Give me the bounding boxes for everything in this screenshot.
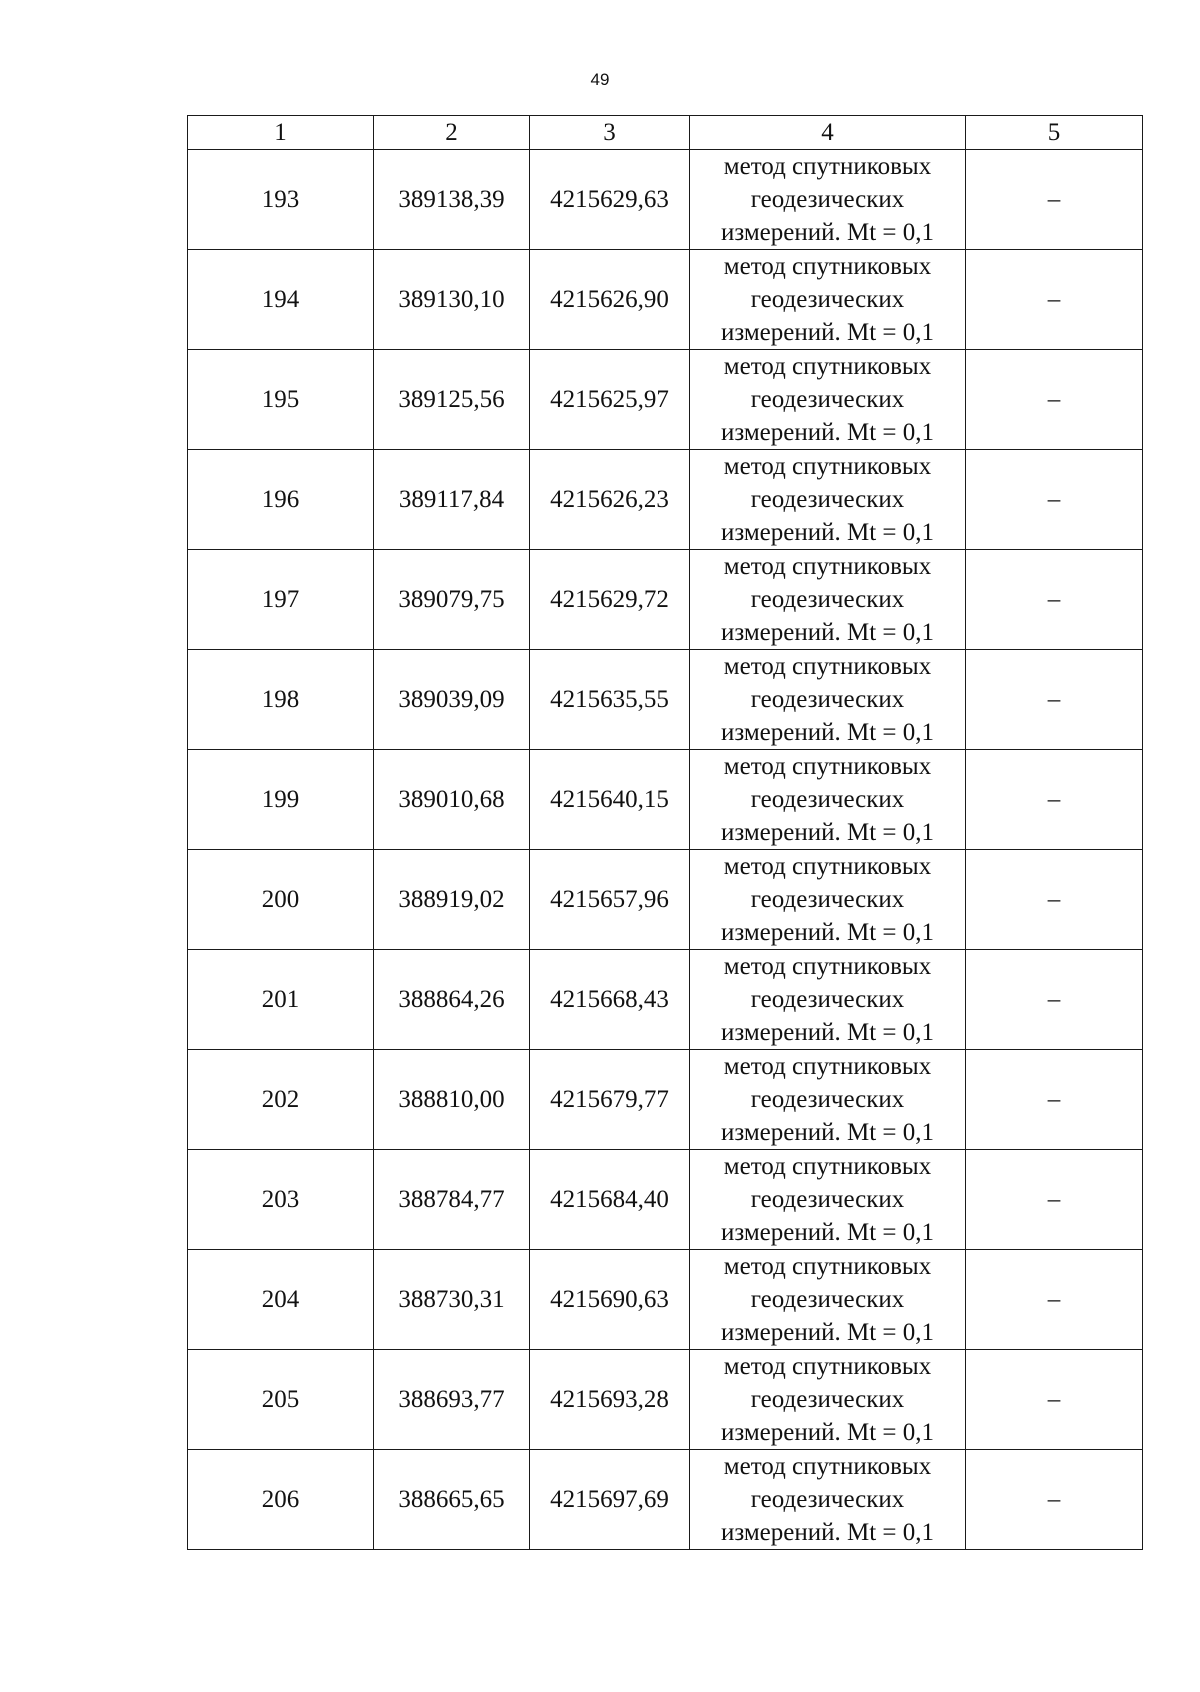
method-line: метод спутниковых xyxy=(723,753,932,780)
method-line: метод спутниковых xyxy=(723,1053,932,1080)
x-coordinate-cell: 389010,68 xyxy=(374,750,530,850)
note-cell: – xyxy=(966,1250,1143,1350)
note-cell: – xyxy=(966,150,1143,250)
note-cell: – xyxy=(966,850,1143,950)
method-line: геодезических xyxy=(750,486,905,513)
point-number-cell: 202 xyxy=(188,1050,374,1150)
y-coordinate-cell: 4215693,28 xyxy=(530,1350,690,1450)
table-row xyxy=(188,250,1143,350)
header-row xyxy=(188,116,1143,150)
table-row xyxy=(188,350,1143,450)
table-row xyxy=(188,1450,1143,1550)
method-line: метод спутниковых xyxy=(723,353,932,380)
method-line: геодезических xyxy=(750,886,905,913)
method-line: метод спутниковых xyxy=(723,953,932,980)
point-number-cell: 194 xyxy=(188,250,374,350)
note-cell: – xyxy=(966,650,1143,750)
method-line: метод спутниковых xyxy=(723,153,932,180)
method-line: измерений. Mt = 0,1 xyxy=(720,1019,935,1046)
method-line: измерений. Mt = 0,1 xyxy=(720,1319,935,1346)
x-coordinate-cell: 388693,77 xyxy=(374,1350,530,1450)
table-body xyxy=(188,150,1143,1550)
note-cell: – xyxy=(966,250,1143,350)
table-row xyxy=(188,450,1143,550)
method-line: измерений. Mt = 0,1 xyxy=(720,1519,935,1546)
method-line: измерений. Mt = 0,1 xyxy=(720,219,935,246)
y-coordinate-cell: 4215679,77 xyxy=(530,1050,690,1150)
table-row xyxy=(188,1150,1143,1250)
method-cell xyxy=(690,450,966,550)
method-cell xyxy=(690,1350,966,1450)
note-cell: – xyxy=(966,350,1143,450)
x-coordinate-cell: 389125,56 xyxy=(374,350,530,450)
method-line: геодезических xyxy=(750,786,905,813)
x-coordinate-cell: 389039,09 xyxy=(374,650,530,750)
point-number-cell: 196 xyxy=(188,450,374,550)
point-number-cell: 206 xyxy=(188,1450,374,1550)
point-number-cell: 195 xyxy=(188,350,374,450)
point-number-cell: 200 xyxy=(188,850,374,950)
method-line: измерений. Mt = 0,1 xyxy=(720,1219,935,1246)
x-coordinate-cell: 388784,77 xyxy=(374,1150,530,1250)
header-cell-1: 1 xyxy=(188,116,374,150)
method-line: геодезических xyxy=(750,986,905,1013)
table-row xyxy=(188,1050,1143,1150)
note-cell: – xyxy=(966,1150,1143,1250)
method-cell xyxy=(690,1450,966,1550)
y-coordinate-cell: 4215626,90 xyxy=(530,250,690,350)
y-coordinate-cell: 4215657,96 xyxy=(530,850,690,950)
table-row xyxy=(188,550,1143,650)
method-line: измерений. Mt = 0,1 xyxy=(720,719,935,746)
note-cell: – xyxy=(966,750,1143,850)
table-row xyxy=(188,1350,1143,1450)
point-number-cell: 201 xyxy=(188,950,374,1050)
method-cell xyxy=(690,250,966,350)
y-coordinate-cell: 4215626,23 xyxy=(530,450,690,550)
header-cell-4: 4 xyxy=(690,116,966,150)
point-number-cell: 205 xyxy=(188,1350,374,1450)
x-coordinate-cell: 389079,75 xyxy=(374,550,530,650)
method-line: геодезических xyxy=(750,586,905,613)
table-row xyxy=(188,950,1143,1050)
method-line: геодезических xyxy=(750,186,905,213)
header-cell-5: 5 xyxy=(966,116,1143,150)
method-line: геодезических xyxy=(750,1186,905,1213)
x-coordinate-cell: 388810,00 xyxy=(374,1050,530,1150)
point-number-cell: 203 xyxy=(188,1150,374,1250)
y-coordinate-cell: 4215629,63 xyxy=(530,150,690,250)
method-line: измерений. Mt = 0,1 xyxy=(720,1419,935,1446)
method-cell xyxy=(690,350,966,450)
method-cell xyxy=(690,1150,966,1250)
note-cell: – xyxy=(966,1450,1143,1550)
coordinates-table xyxy=(187,115,1143,1550)
method-line: геодезических xyxy=(750,386,905,413)
header-cell-3: 3 xyxy=(530,116,690,150)
y-coordinate-cell: 4215697,69 xyxy=(530,1450,690,1550)
method-line: метод спутниковых xyxy=(723,853,932,880)
method-line: измерений. Mt = 0,1 xyxy=(720,419,935,446)
page-number: 49 xyxy=(590,70,610,89)
y-coordinate-cell: 4215690,63 xyxy=(530,1250,690,1350)
method-line: измерений. Mt = 0,1 xyxy=(720,1119,935,1146)
method-cell xyxy=(690,1050,966,1150)
method-cell xyxy=(690,950,966,1050)
table-row xyxy=(188,750,1143,850)
x-coordinate-cell: 388864,26 xyxy=(374,950,530,1050)
method-line: геодезических xyxy=(750,286,905,313)
note-cell: – xyxy=(966,1350,1143,1450)
y-coordinate-cell: 4215668,43 xyxy=(530,950,690,1050)
y-coordinate-cell: 4215640,15 xyxy=(530,750,690,850)
x-coordinate-cell: 389130,10 xyxy=(374,250,530,350)
method-line: измерений. Mt = 0,1 xyxy=(720,319,935,346)
header-cell-2: 2 xyxy=(374,116,530,150)
point-number-cell: 204 xyxy=(188,1250,374,1350)
method-line: геодезических xyxy=(750,1386,905,1413)
method-cell xyxy=(690,850,966,950)
method-line: геодезических xyxy=(750,1086,905,1113)
method-line: измерений. Mt = 0,1 xyxy=(720,519,935,546)
method-line: измерений. Mt = 0,1 xyxy=(720,919,935,946)
x-coordinate-cell: 388919,02 xyxy=(374,850,530,950)
y-coordinate-cell: 4215635,55 xyxy=(530,650,690,750)
point-number-cell: 199 xyxy=(188,750,374,850)
method-line: метод спутниковых xyxy=(723,1153,932,1180)
note-cell: – xyxy=(966,450,1143,550)
note-cell: – xyxy=(966,950,1143,1050)
x-coordinate-cell: 388665,65 xyxy=(374,1450,530,1550)
method-line: метод спутниковых xyxy=(723,1353,932,1380)
method-line: метод спутниковых xyxy=(723,1253,932,1280)
method-cell xyxy=(690,750,966,850)
x-coordinate-cell: 389138,39 xyxy=(374,150,530,250)
method-cell xyxy=(690,150,966,250)
note-cell: – xyxy=(966,1050,1143,1150)
method-line: метод спутниковых xyxy=(723,553,932,580)
method-cell xyxy=(690,1250,966,1350)
x-coordinate-cell: 388730,31 xyxy=(374,1250,530,1350)
x-coordinate-cell: 389117,84 xyxy=(374,450,530,550)
y-coordinate-cell: 4215625,97 xyxy=(530,350,690,450)
method-line: метод спутниковых xyxy=(723,653,932,680)
method-line: геодезических xyxy=(750,686,905,713)
table-row xyxy=(188,150,1143,250)
note-cell: – xyxy=(966,550,1143,650)
method-cell xyxy=(690,550,966,650)
method-line: измерений. Mt = 0,1 xyxy=(720,619,935,646)
table-header xyxy=(188,116,1143,150)
method-line: геодезических xyxy=(750,1286,905,1313)
point-number-cell: 198 xyxy=(188,650,374,750)
method-line: метод спутниковых xyxy=(723,1453,932,1480)
method-cell xyxy=(690,650,966,750)
method-line: метод спутниковых xyxy=(723,253,932,280)
point-number-cell: 193 xyxy=(188,150,374,250)
method-line: измерений. Mt = 0,1 xyxy=(720,819,935,846)
table-row xyxy=(188,850,1143,950)
table-row xyxy=(188,650,1143,750)
table-row xyxy=(188,1250,1143,1350)
y-coordinate-cell: 4215629,72 xyxy=(530,550,690,650)
method-line: метод спутниковых xyxy=(723,453,932,480)
method-line: геодезических xyxy=(750,1486,905,1513)
point-number-cell: 197 xyxy=(188,550,374,650)
y-coordinate-cell: 4215684,40 xyxy=(530,1150,690,1250)
